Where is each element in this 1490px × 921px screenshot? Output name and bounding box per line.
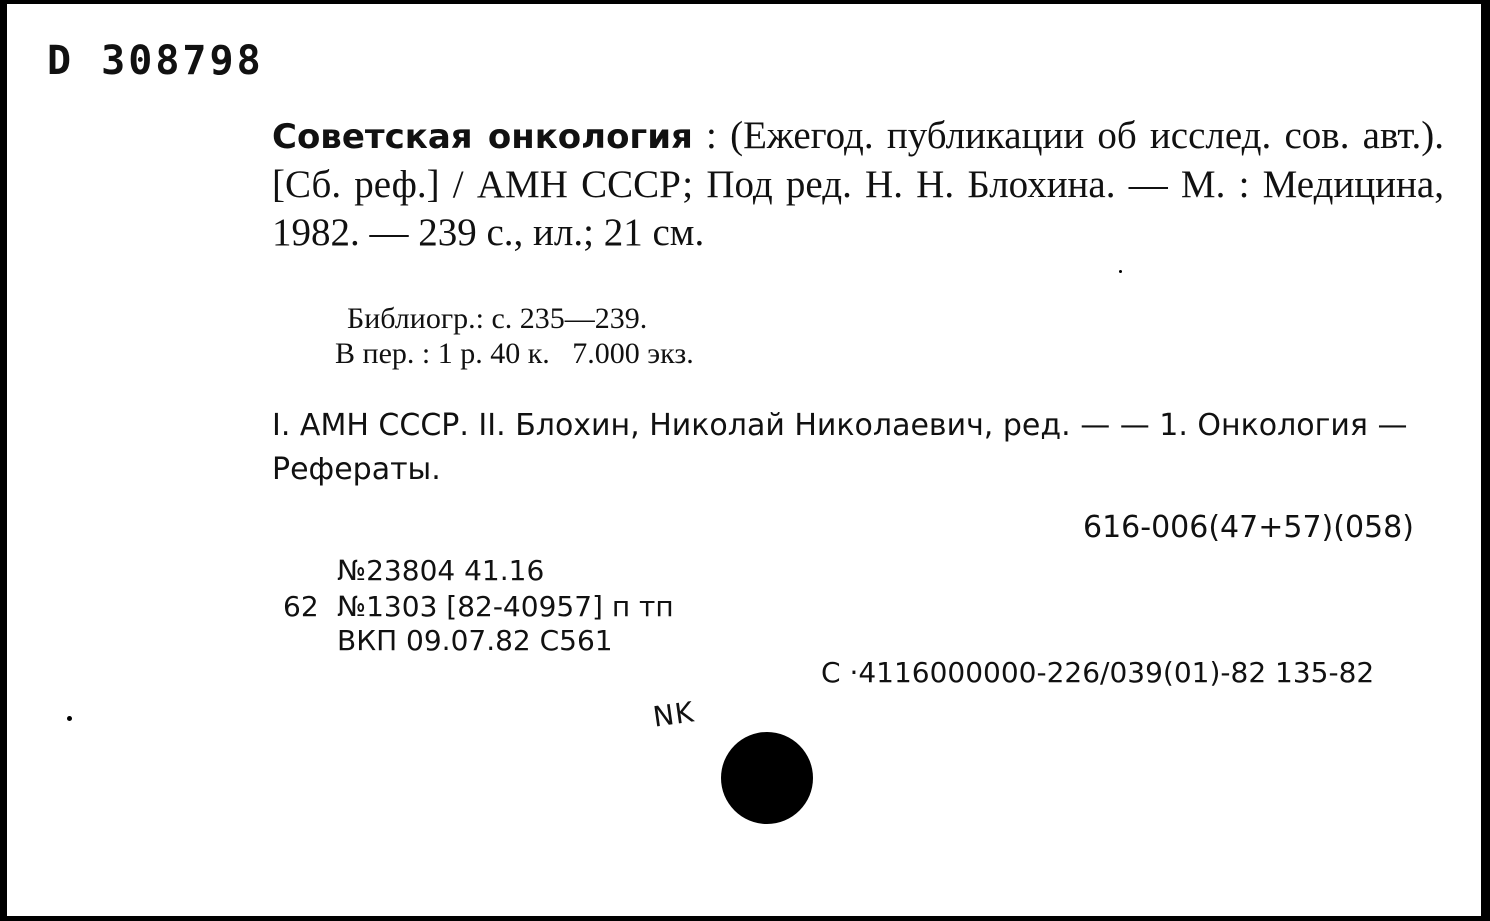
price-note: В пер. : 1 р. 40 к. 7.000 экз. <box>335 337 694 370</box>
punch-hole <box>721 732 813 824</box>
subject-headings: I. АМН СССР. II. Блохин, Николай Николаевич, ред. — — 1. Онкология — Рефераты. <box>272 408 1408 487</box>
handwritten-initials: NK <box>650 695 697 734</box>
catalog-card <box>6 3 1482 917</box>
description-text: : (Ежегод. публикации об исслед. сов. авт.). [Сб. реф.] / АМН СССР; Под ред. Н. Н. Блохина. — М. : Медицина, 1982. — 239 с., ил.; 21 см. <box>272 114 1445 254</box>
bibliography-note: Библиогр.: с. 235—239. <box>347 302 648 335</box>
registry-prefix: 62 <box>283 590 319 623</box>
bibliographic-description <box>272 112 1444 257</box>
speck <box>67 716 72 721</box>
registry-line-2: №1303 [82-40957] п тп <box>337 590 674 623</box>
speck <box>1119 270 1122 273</box>
registry-line-3: ВКП 09.07.82 С561 <box>337 624 613 657</box>
accession-number: D 308798 <box>47 38 264 84</box>
registry-line-1: №23804 41.16 <box>337 554 545 587</box>
book-title: Советская онкология <box>272 117 693 157</box>
catalog-code: С ·4116000000-226/039(01)-82 135-82 <box>821 656 1375 689</box>
udc-code: 616-006(47+57)(058) <box>1083 510 1414 545</box>
